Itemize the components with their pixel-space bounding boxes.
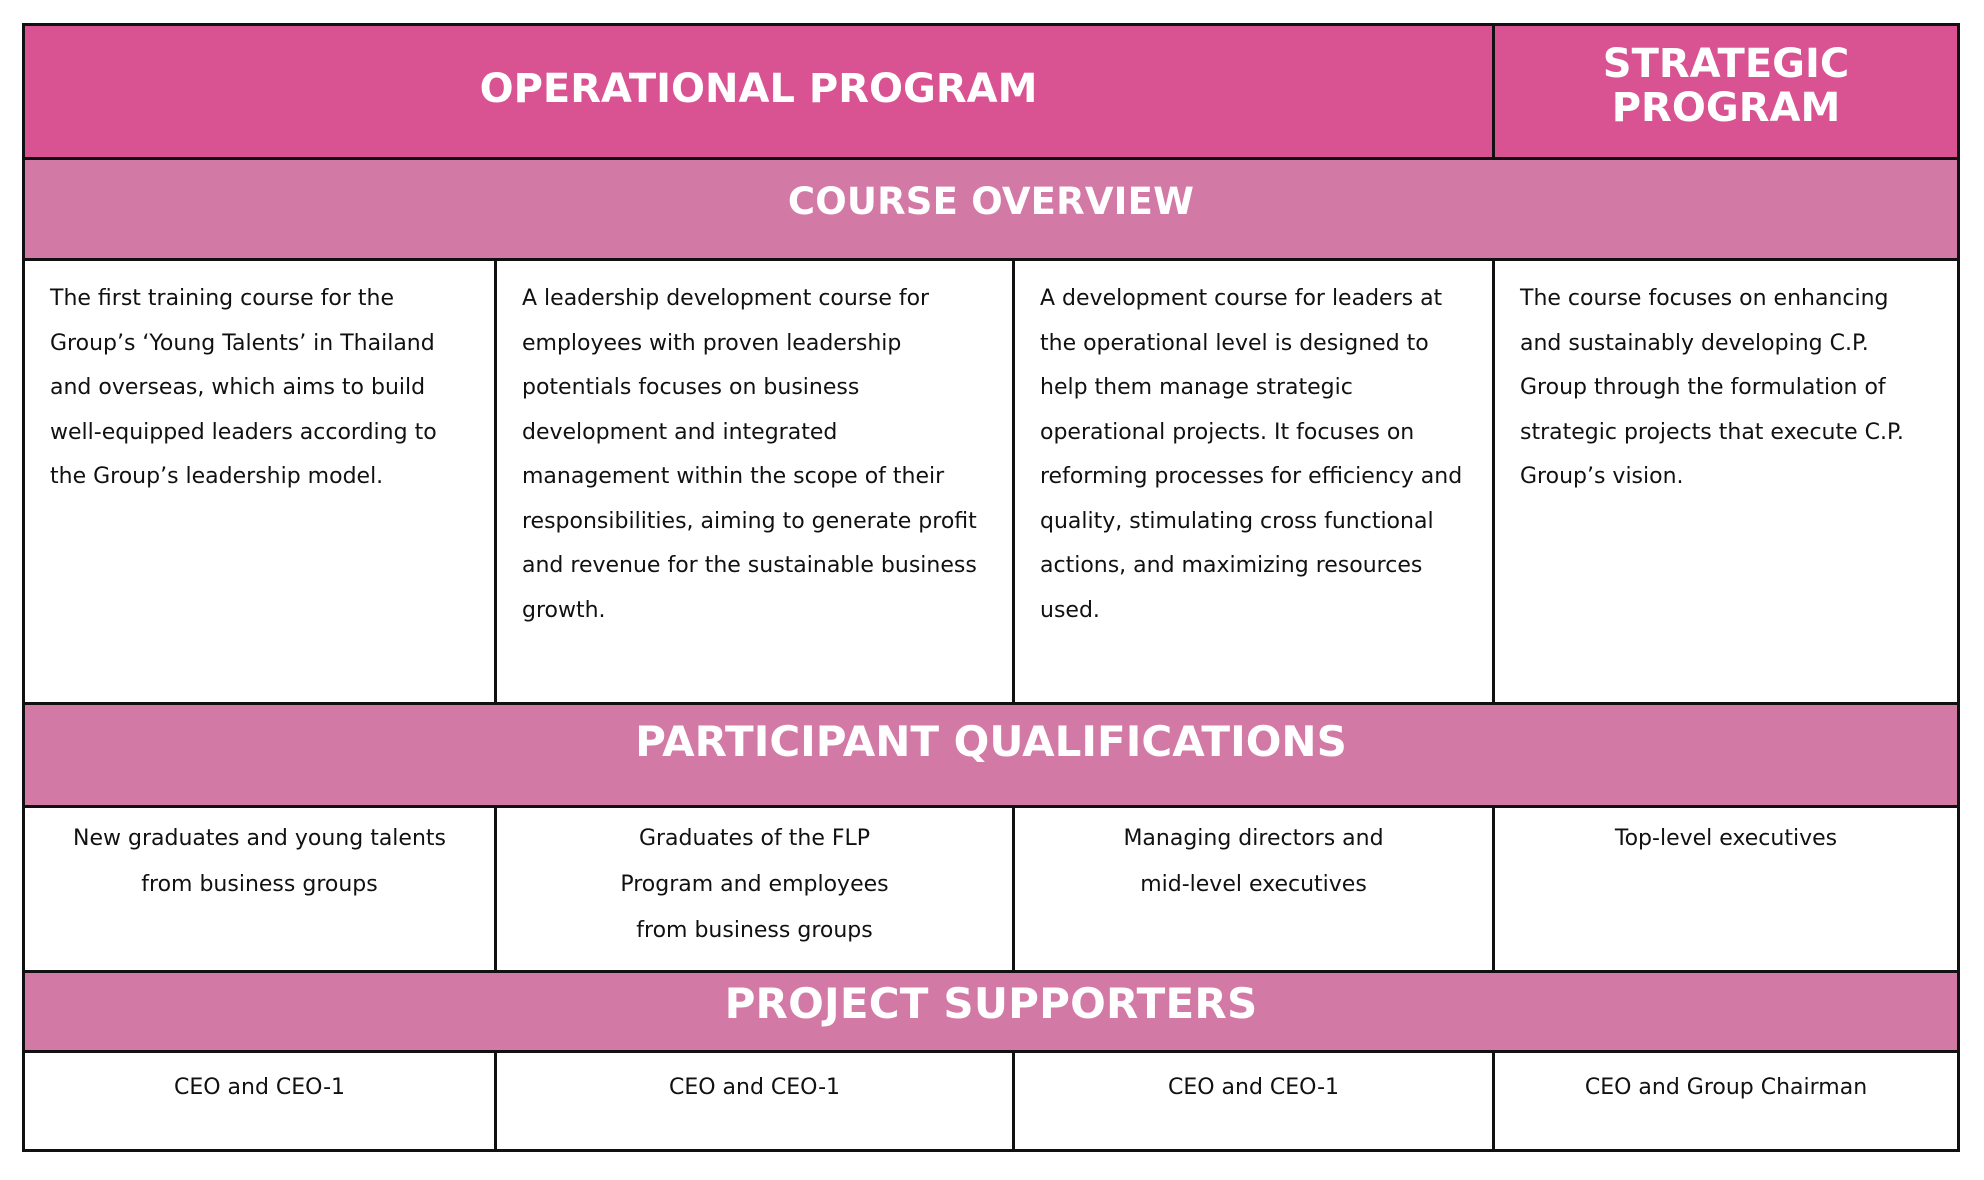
course-overview-cell — [1012, 261, 1492, 702]
text-line: Program and employees — [620, 872, 889, 897]
course-overview-cell — [25, 261, 494, 702]
program-header-row — [25, 26, 1957, 157]
text-line: Top-level executives — [1614, 826, 1838, 851]
participant-qualifications-band — [25, 702, 1957, 805]
text-line: quality, stimulating cross functional — [1040, 508, 1434, 534]
participant-qualifications-row — [25, 805, 1957, 970]
text-line: New graduates and young talents — [73, 826, 446, 851]
text-line: potentials focuses on business — [522, 375, 860, 400]
course-overview-cell — [1492, 261, 1957, 702]
participant-qualification-cell — [25, 808, 494, 970]
text-line: help them manage strategic — [1040, 375, 1353, 400]
text-line: actions, and maximizing resources — [1040, 553, 1423, 578]
text-line: well-equipped leaders according to — [50, 419, 437, 445]
text-line: operational projects. It focuses on — [1040, 419, 1415, 445]
operational-program-title: OPERATIONAL PROGRAM — [479, 65, 1038, 112]
text-line: The first training course for the — [50, 286, 394, 311]
text-line: and sustainably developing C.P. — [1520, 330, 1869, 356]
text-line: CEO and CEO-1 — [1167, 1075, 1340, 1100]
program-comparison-table — [22, 23, 1960, 1152]
text-line: responsibilities, aiming to generate profit — [522, 508, 977, 534]
strategic-program-title-line: STRATEGIC — [1602, 40, 1850, 87]
project-supporters-title: PROJECT SUPPORTERS — [724, 979, 1258, 1028]
text-line: CEO and CEO-1 — [173, 1075, 346, 1100]
project-supporters-band — [25, 970, 1957, 1050]
participant-qualification-cell — [1492, 808, 1957, 970]
text-line: used. — [1040, 597, 1100, 623]
text-line: reforming processes for efficiency and — [1040, 464, 1463, 489]
course-overview-cell — [494, 261, 1012, 702]
text-line: the operational level is designed to — [1040, 330, 1429, 356]
text-line: growth. — [522, 597, 606, 623]
project-supporter-cell — [25, 1053, 494, 1149]
strategic-program-header — [1492, 26, 1957, 157]
participant-qualification-cell — [1012, 808, 1492, 970]
text-line: the Group’s leadership model. — [50, 464, 384, 489]
text-line: development and integrated — [522, 419, 838, 445]
text-line: from business groups — [636, 918, 873, 943]
text-line: mid-level executives — [1140, 872, 1367, 897]
text-line: A leadership development course for — [522, 286, 930, 311]
text-line: and revenue for the sustainable business — [522, 553, 977, 578]
text-line: Group through the formulation of — [1520, 375, 1886, 400]
text-line: strategic projects that execute C.P. — [1520, 419, 1904, 445]
text-line: from business groups — [141, 872, 378, 897]
text-line: Group’s vision. — [1520, 464, 1684, 489]
text-line: and overseas, which aims to build — [50, 375, 426, 400]
text-line: Graduates of the FLP — [638, 826, 871, 851]
text-line: A development course for leaders at — [1040, 286, 1443, 311]
operational-program-header — [25, 26, 1492, 157]
text-line: Managing directors and — [1123, 826, 1384, 851]
participant-qualification-cell — [494, 808, 1012, 970]
project-supporter-cell — [494, 1053, 1012, 1149]
text-line: management within the scope of their — [522, 464, 945, 489]
course-overview-band — [25, 157, 1957, 258]
project-supporter-cell — [1012, 1053, 1492, 1149]
project-supporter-cell — [1492, 1053, 1957, 1149]
text-line: CEO and Group Chairman — [1584, 1075, 1868, 1100]
strategic-program-title-line: PROGRAM — [1611, 84, 1841, 131]
project-supporters-row — [25, 1050, 1957, 1149]
text-line: Group’s ‘Young Talents’ in Thailand — [50, 330, 435, 356]
course-overview-row — [25, 258, 1957, 702]
text-line: The course focuses on enhancing — [1520, 286, 1889, 311]
course-overview-title: COURSE OVERVIEW — [787, 180, 1195, 223]
text-line: CEO and CEO-1 — [668, 1075, 841, 1100]
participant-qualifications-title: PARTICIPANT QUALIFICATIONS — [635, 717, 1347, 766]
text-line: employees with proven leadership — [522, 330, 902, 356]
